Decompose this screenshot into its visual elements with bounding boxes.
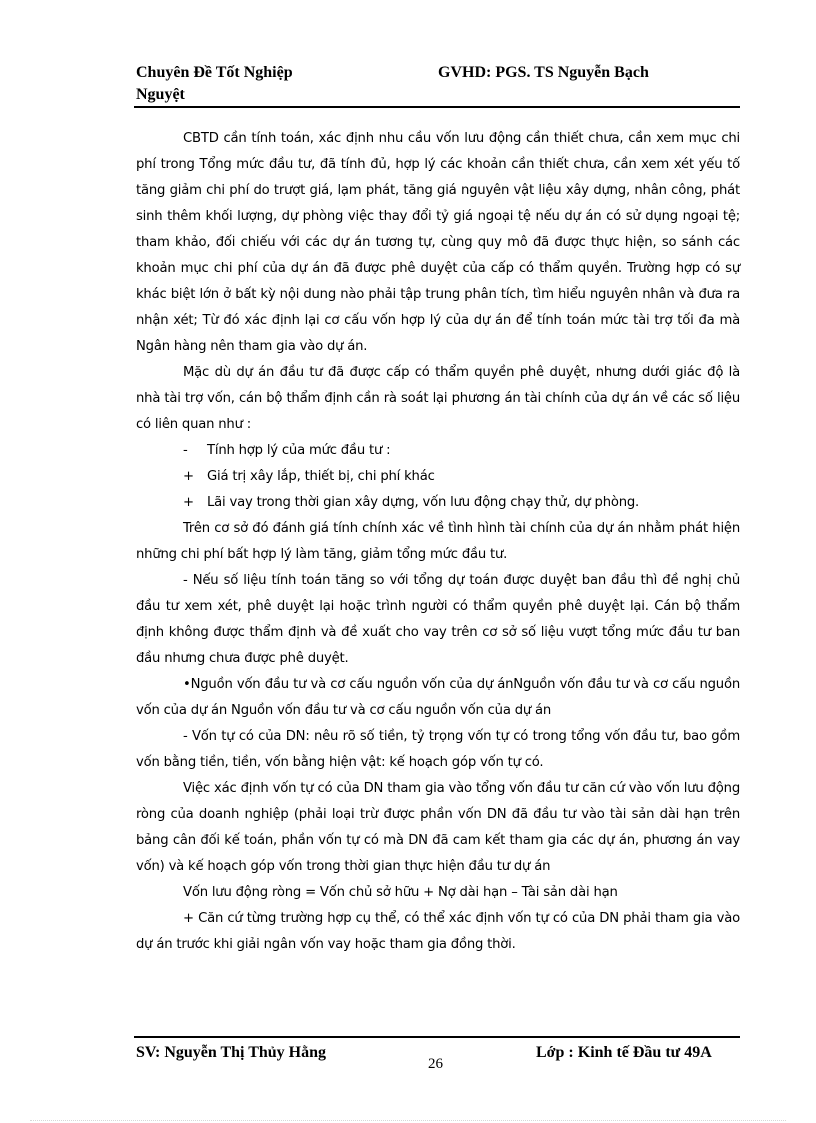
header-advisor: GVHD: PGS. TS Nguyễn Bạch — [438, 64, 649, 81]
paragraph-6: - Vốn tự có của DN: nêu rõ số tiền, tỷ trọng vốn tự có trong tổng vốn đầu tư, bao gồm vốn bằng tiền, tiền, vốn bằng hiện vật: kế hoạch góp vốn tự có. — [136, 729, 740, 770]
header-divider — [134, 106, 740, 108]
list-item — [136, 438, 740, 464]
bullet-plus: + — [183, 495, 194, 510]
header-title-line1: Chuyên Đề Tốt Nghiệp — [136, 64, 293, 81]
bullet-dash: - — [183, 443, 188, 458]
list-item — [136, 464, 740, 490]
page-number: 26 — [428, 1056, 443, 1072]
paragraph-9: + Căn cứ từng trường hợp cụ thể, có thể xác định vốn tự có của DN phải tham gia vào dự án trước khi giải ngân vốn vay hoặc tham gia đồng thời. — [136, 911, 740, 952]
list-item-text: Giá trị xây lắp, thiết bị, chi phí khác — [207, 469, 435, 484]
formula-line: Vốn lưu động ròng = Vốn chủ sở hữu + Nợ dài hạn – Tài sản dài hạn — [183, 885, 618, 900]
header-title-line2: Nguyệt — [136, 86, 185, 103]
paragraph-5: •Nguồn vốn đầu tư và cơ cấu nguồn vốn của dự ánNguồn vốn đầu tư và cơ cấu nguồn vốn của dự án Nguồn vốn đầu tư và cơ cấu nguồn vốn của dự án — [136, 677, 740, 718]
footer-class: Lớp : Kinh tế Đầu tư 49A — [536, 1044, 712, 1061]
footer-student: SV: Nguyễn Thị Thủy Hằng — [136, 1044, 327, 1061]
paragraph-7: Việc xác định vốn tự có của DN tham gia vào tổng vốn đầu tư căn cứ vào vốn lưu động ròng của doanh nghiệp (phải loại trừ được phần vốn DN đã đầu tư vào tài sản dài hạn trên bảng cân đối kế toán, phần vốn tự có mà DN đã cam kết tham gia các dự án, phương án vay vốn) và kế hoạch góp vốn trong thời gian thực hiện đầu tư dự án — [136, 781, 740, 874]
list-item-text: Tính hợp lý của mức đầu tư : — [207, 443, 391, 458]
paragraph-2: Mặc dù dự án đầu tư đã được cấp có thẩm quyền phê duyệt, nhưng dưới giác độ là nhà tài trợ vốn, cán bộ thẩm định cần rà soát lại phương án tài chính của dự án về các số liệu có liên quan như : — [136, 365, 740, 432]
paragraph-3: Trên cơ sở đó đánh giá tính chính xác về tình hình tài chính của dự án nhằm phát hiện những chi phí bất hợp lý làm tăng, giảm tổng mức đầu tư. — [136, 521, 740, 562]
list-item-text: Lãi vay trong thời gian xây dựng, vốn lưu động chạy thử, dự phòng. — [207, 495, 640, 510]
document-body — [136, 126, 740, 958]
bullet-plus: + — [183, 469, 194, 484]
paragraph-1: CBTD cần tính toán, xác định nhu cầu vốn lưu động cần thiết chưa, cần xem mục chi phí trong Tổng mức đầu tư, đã tính đủ, hợp lý các khoản cần thiết chưa, cần xem xét yếu tố tăng giảm chi phí do trượt giá, lạm phát, tăng giá nguyên vật liệu xây dựng, nhân công, phát sinh thêm khối lượng, dự phòng việc thay đổi tỷ giá ngoại tệ nếu dự án có sử dụng ngoại tệ; tham khảo, đối chiếu với các dự án tương tự, cùng quy mô đã được thực hiện, so sánh các khoản mục chi phí của dự án đã được phê duyệt của cấp có thẩm quyền. Trường hợp có sự khác biệt lớn ở bất kỳ nội dung nào phải tập trung phân tích, tìm hiểu nguyên nhân và đưa ra nhận xét; Từ đó xác định lại cơ cấu vốn hợp lý của dự án để tính toán mức tài trợ tối đa mà Ngân hàng nên tham gia vào dự án. — [136, 131, 740, 354]
footer-divider — [134, 1036, 740, 1038]
list-item — [136, 490, 740, 516]
header-title — [136, 62, 293, 106]
page-bottom-divider — [30, 1120, 786, 1121]
paragraph-4: - Nếu số liệu tính toán tăng so với tổng dự toán được duyệt ban đầu thì đề nghị chủ đầu tư xem xét, phê duyệt lại hoặc trình người có thẩm quyền phê duyệt lại. Cán bộ thẩm định không được thẩm định và đề xuất cho vay trên cơ sở số liệu vượt tổng mức đầu tư ban đầu nhưng chưa được phê duyệt. — [136, 573, 740, 666]
